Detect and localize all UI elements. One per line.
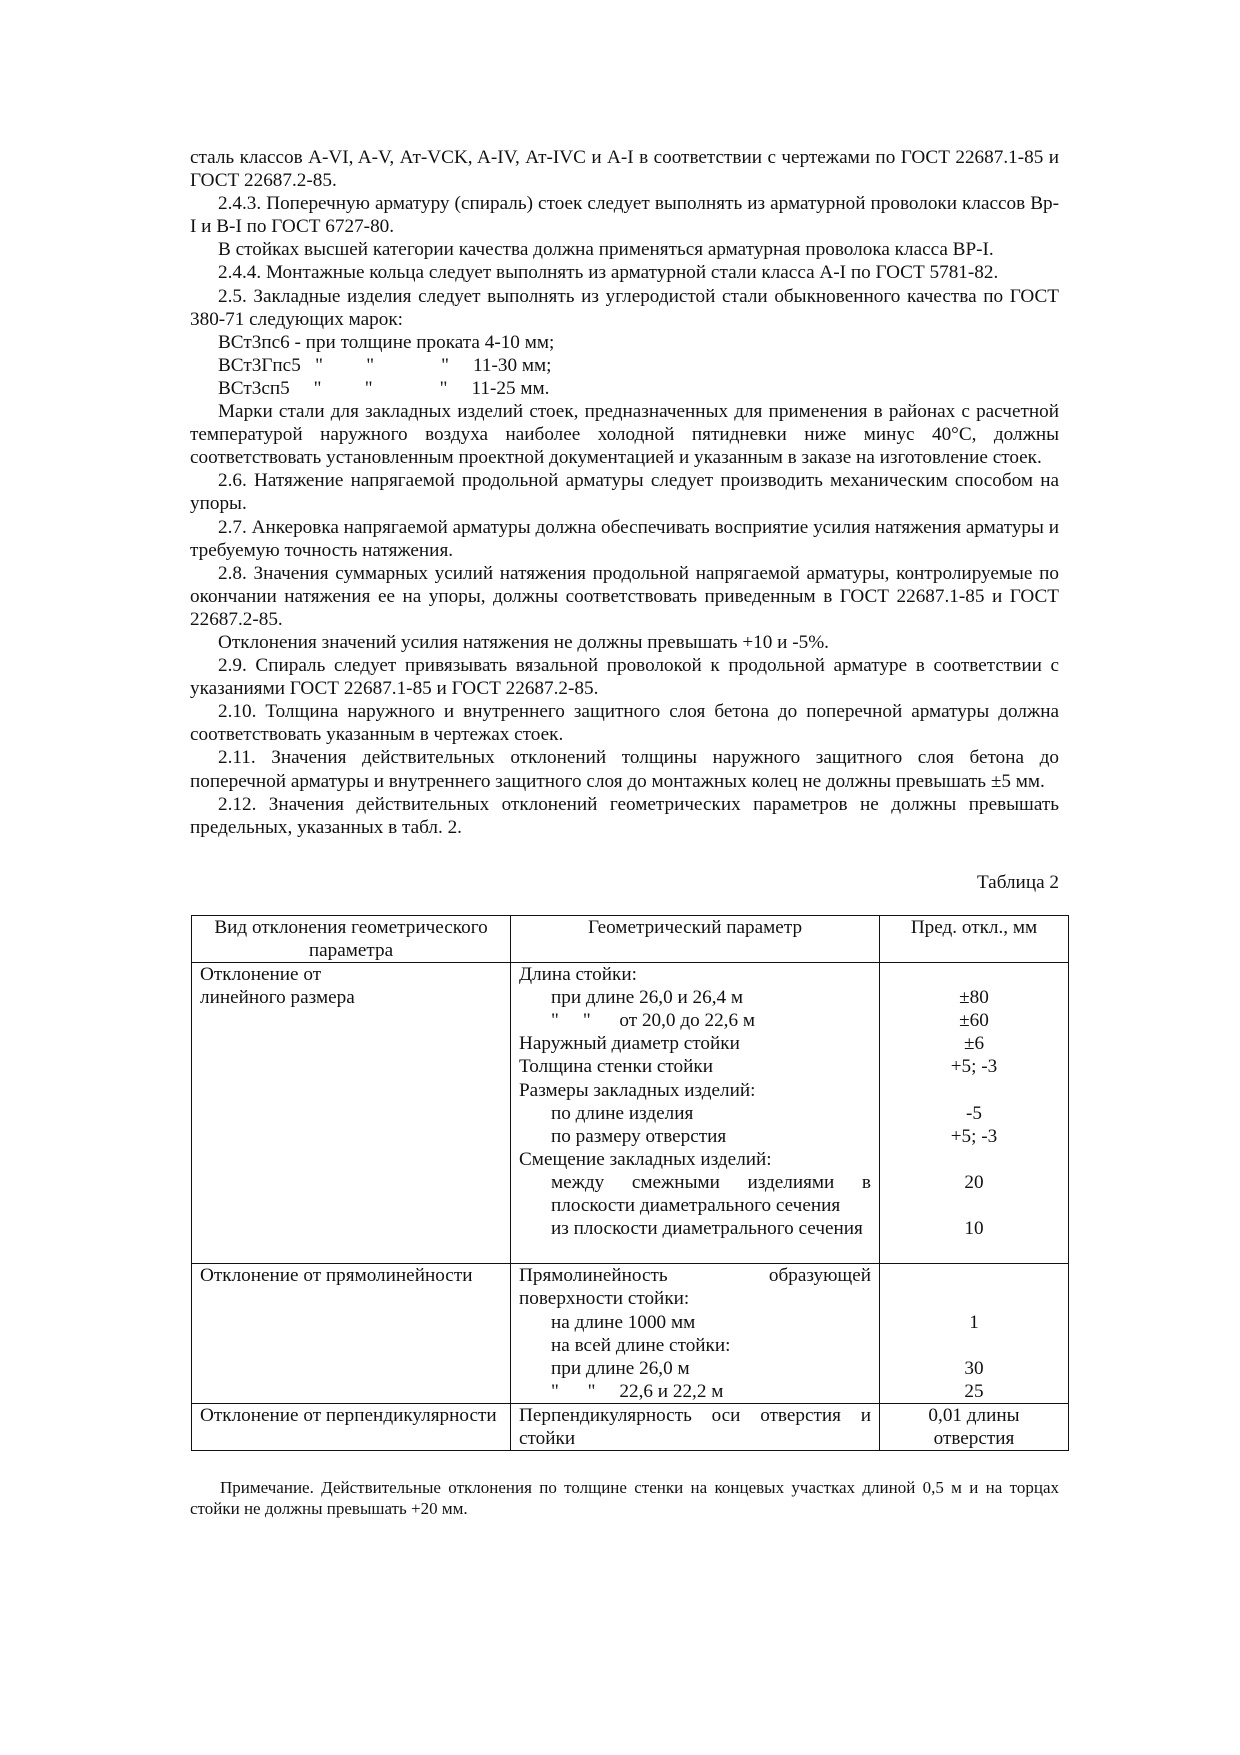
- param-line: на всей длине стойки:: [551, 1334, 731, 1356]
- paragraph-2-7: 2.7. Анкеровка напрягаемой арматуры должна обеспечивать восприятие усилия натяжения арматуры и требуемую точность натяжения.: [190, 516, 1059, 561]
- param-line: " " 22,6 и 22,2 м: [551, 1380, 724, 1402]
- param-line: Смещение закладных изделий:: [519, 1148, 772, 1170]
- limit-value: 10: [964, 1218, 984, 1240]
- paragraph-2-6: 2.6. Натяжение напрягаемой продольной арматуры следует производить механическим способом на упоры.: [190, 470, 1059, 515]
- param-line: между смежными изделиями в плоскости диаметрального сечения: [551, 1171, 871, 1217]
- table-row: [192, 1264, 1069, 1404]
- param-line: по размеру отверстия: [551, 1125, 727, 1147]
- paragraph-2-10: 2.10. Толщина наружного и внутреннего защитного слоя бетона до поперечной арматуры должна соответствовать указанным в чертежах стоек.: [190, 701, 1059, 746]
- paragraph-2-12: 2.12. Значения действительных отклонений геометрических параметров не должны превышать предельных, указанных в табл. 2.: [190, 793, 1059, 838]
- limit-cell: [880, 1264, 1069, 1404]
- limit-value: +5; -3: [950, 1056, 998, 1078]
- paragraph: Марки стали для закладных изделий стоек, предназначенных для применения в районах с расчетной температурой наружного воздуха наиболее холодной пятидневки ниже минус 40°С, должны соответствовать установленным проектной документацией и указанным в заказе на изготовление стоек.: [190, 401, 1059, 469]
- param-cell: [511, 1264, 880, 1404]
- paragraph-2-11: 2.11. Значения действительных отклонений толщины наружного защитного слоя бетона до поперечной арматуры и внутреннего защитного слоя до монтажных колец не должны превышать ±5 мм.: [190, 747, 1059, 792]
- paragraph: Отклонения значений усилия натяжения не должны превышать +10 и -5%.: [218, 631, 829, 653]
- paragraph: сталь классов A-VI, A-V, Ат-VCK, A-IV, Ат-IVC и A-I в соответствии с чертежами по ГОСТ 22687.1-85 и ГОСТ 22687.2-85.: [190, 147, 1059, 192]
- limit-cell: 0,01 длины отверстия: [880, 1403, 1069, 1450]
- param-line: при длине 26,0 м: [551, 1357, 690, 1379]
- paragraph-2-9: 2.9. Спираль следует привязывать вязальной проволокой к продольной арматуре в соответствии с указаниями ГОСТ 22687.1-85 и ГОСТ 22687.2-85.: [190, 655, 1059, 700]
- document-page: [190, 146, 1059, 1536]
- paragraph-2-4-4: 2.4.4. Монтажные кольца следует выполнять из арматурной стали класса А-I по ГОСТ 5781-82.: [218, 262, 999, 284]
- steel-mark: ВСт3пс6 - при толщине проката 4-10 мм;: [218, 331, 555, 353]
- param-cell: [511, 963, 880, 1264]
- table-row: [192, 1403, 1069, 1450]
- header-param: Геометрический параметр: [511, 915, 880, 962]
- limit-value: [888, 1264, 1060, 1310]
- paragraph-2-8: 2.8. Значения суммарных усилий натяжения продольной напрягаемой арматуры, контролируемые по окончании натяжения ее на упоры, должны соответствовать приведенным в ГОСТ 22687.1-85 и ГОСТ 22687.2-85.: [190, 562, 1059, 630]
- limit-value: -5: [966, 1102, 982, 1124]
- param-line: " " от 20,0 до 22,6 м: [551, 1010, 755, 1032]
- paragraph-2-4-3: 2.4.3. Поперечную арматуру (спираль) стоек следует выполнять из арматурной проволоки классов Вр-I и В-I по ГОСТ 6727-80.: [190, 193, 1059, 238]
- limit-value: [888, 1148, 1060, 1171]
- param-line: Наружный диаметр стойки: [519, 1033, 740, 1055]
- limit-value: 1: [969, 1311, 979, 1333]
- limit-value: ±80: [959, 987, 989, 1009]
- limit-value: ±6: [963, 1033, 985, 1055]
- limit-value: [888, 1334, 1060, 1357]
- param-line: при длине 26,0 и 26,4 м: [551, 987, 744, 1009]
- kind-label: Отклонение от линейного размера: [200, 964, 355, 1009]
- steel-mark: ВСт3сп5 " " " 11-25 мм.: [218, 377, 550, 399]
- param-line: на длине 1000 мм: [551, 1311, 696, 1333]
- paragraph-2-5: 2.5. Закладные изделия следует выполнять из углеродистой стали обыкновенного качества по ГОСТ 380-71 следующих марок:: [190, 285, 1059, 330]
- param-line: Размеры закладных изделий:: [519, 1079, 756, 1101]
- header-kind: Вид отклонения геометрического параметра: [192, 915, 511, 962]
- param-line: из плоскости диаметрального сечения: [551, 1218, 863, 1240]
- param-line: по длине изделия: [551, 1102, 694, 1124]
- limit-value: [888, 1079, 1060, 1102]
- paragraph: В стойках высшей категории качества должна применяться арматурная проволока класса ВР-I.: [218, 239, 994, 261]
- deviation-table: [191, 915, 1069, 1451]
- param-line: Прямолинейность образующей поверхности стойки:: [519, 1265, 871, 1310]
- table-row: [192, 963, 1069, 1264]
- param-line: Толщина стенки стойки: [519, 1056, 713, 1078]
- kind-cell: Отклонение от прямолинейности: [192, 1264, 511, 1404]
- limit-value: [888, 963, 1060, 986]
- kind-cell: Отклонение от перпендикулярности: [192, 1403, 511, 1450]
- table-header-row: [192, 915, 1069, 962]
- table-note: Примечание. Действительные отклонения по толщине стенки на концевых участках длиной 0,5 м и на торцах стойки не должны превышать +20 мм.: [190, 1478, 1059, 1519]
- limit-value: 30: [964, 1357, 984, 1379]
- table-caption: Таблица 2: [976, 871, 1059, 893]
- limit-cell: [880, 963, 1069, 1264]
- header-limit: Пред. откл., мм: [880, 915, 1069, 962]
- limit-value: 20: [964, 1171, 984, 1193]
- param-line: Длина стойки:: [519, 964, 637, 986]
- limit-value: +5; -3: [950, 1125, 998, 1147]
- limit-value: ±60: [959, 1010, 989, 1032]
- steel-mark: ВСт3Гпс5 " " " 11-30 мм;: [218, 354, 552, 376]
- limit-value: 25: [964, 1380, 984, 1402]
- kind-cell: [192, 963, 511, 1264]
- param-cell: Перпендикулярность оси отверстия и стойки: [511, 1403, 880, 1450]
